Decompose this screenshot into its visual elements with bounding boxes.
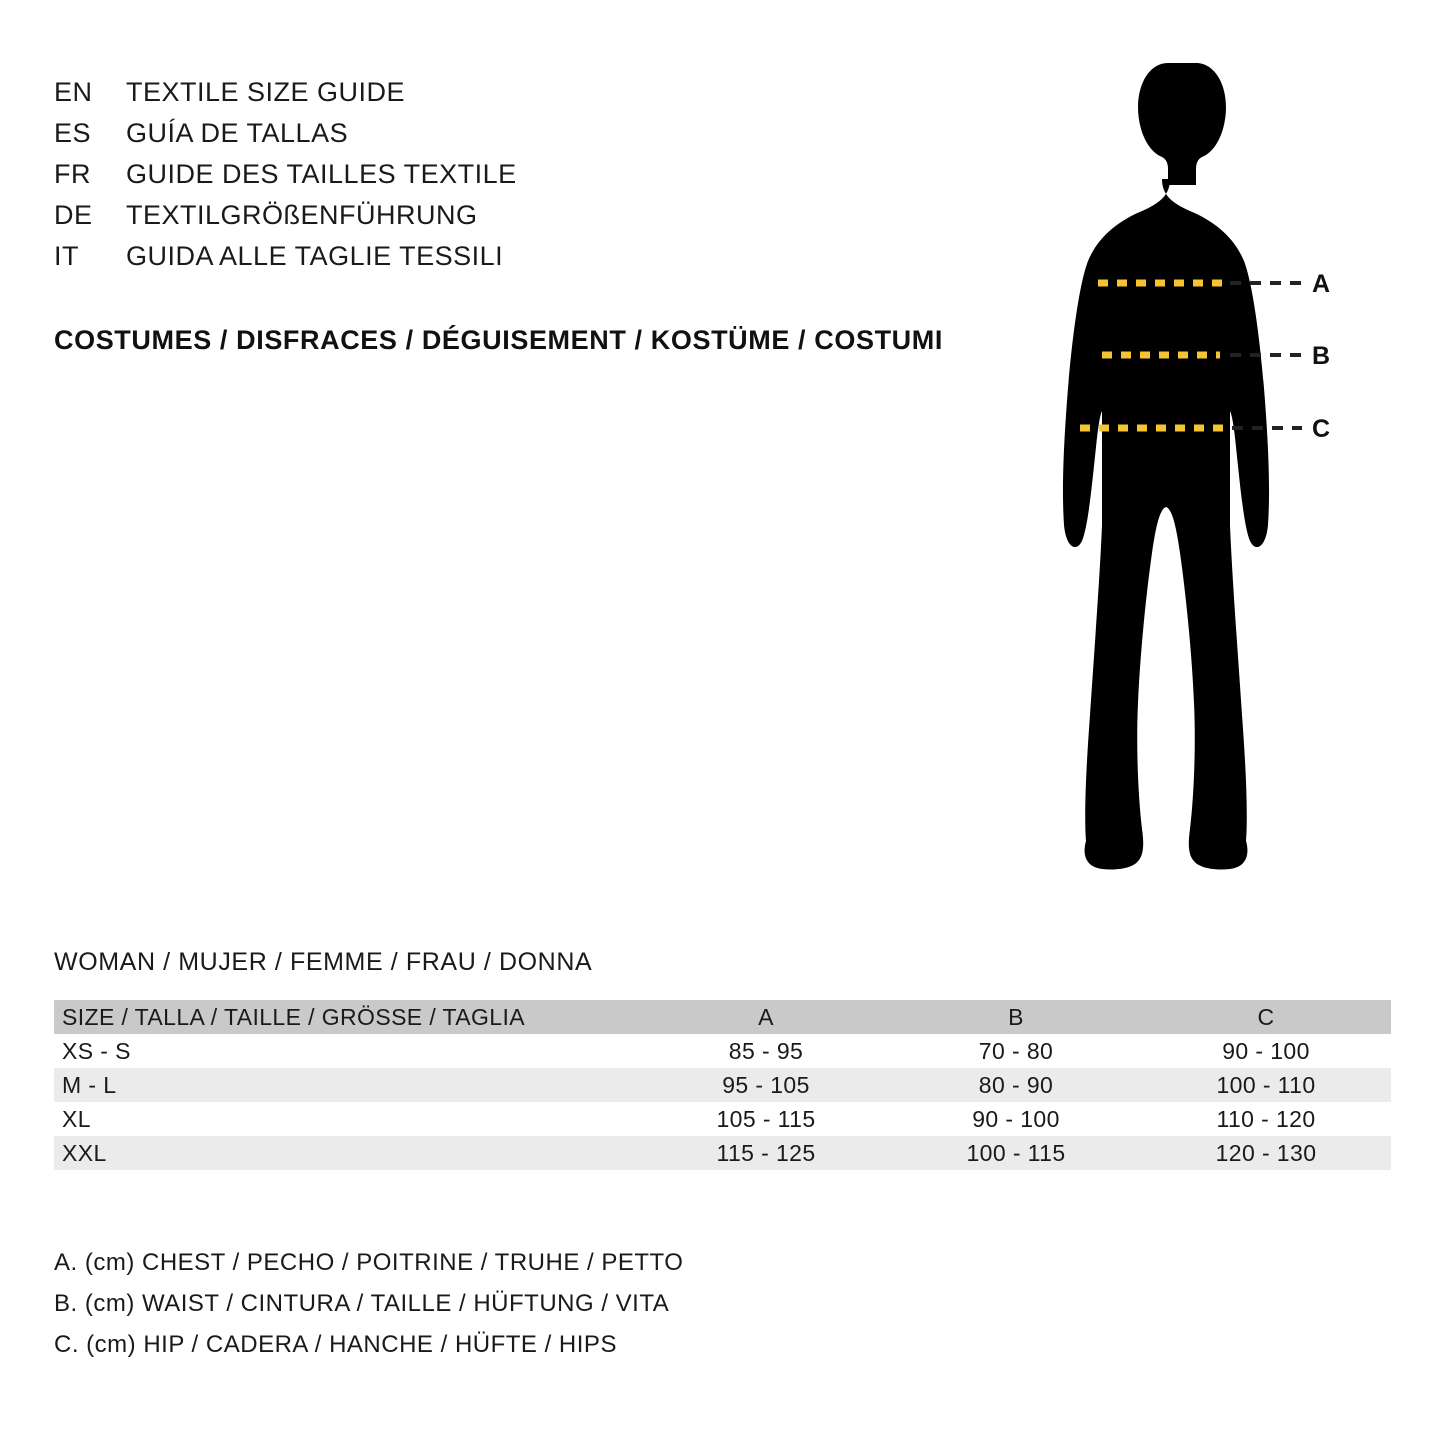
cell-c: 90 - 100 — [1222, 1037, 1310, 1064]
cell-c: 120 - 130 — [1215, 1139, 1317, 1166]
cell-size: M - L — [62, 1071, 117, 1098]
cell-a: 105 - 115 — [716, 1105, 816, 1132]
language-text: TEXTILE SIZE GUIDE — [126, 77, 406, 107]
cell-b: 80 - 90 — [978, 1071, 1054, 1098]
table-heading: WOMAN / MUJER / FEMME / FRAU / DONNA — [54, 948, 593, 976]
cell-c: 110 - 120 — [1216, 1105, 1316, 1132]
language-code: FR — [54, 159, 91, 189]
language-text: GUIDA ALLE TAGLIE TESSILI — [126, 241, 504, 271]
page-title: COSTUMES / DISFRACES / DÉGUISEMENT / KOSTÜME / COSTUMI — [54, 325, 943, 355]
language-row — [54, 154, 1014, 195]
language-row — [54, 195, 1014, 236]
woman-silhouette-icon — [1020, 55, 1400, 895]
cell-size: XXL — [62, 1139, 107, 1166]
language-text: TEXTILGRÖßENFÜHRUNG — [126, 200, 478, 230]
language-title-list — [54, 72, 1014, 277]
table-row — [54, 1034, 1391, 1068]
cell-c: 100 - 110 — [1216, 1071, 1316, 1098]
table-header-row — [54, 1000, 1391, 1034]
measurement-legend — [54, 1242, 1054, 1365]
cell-b: 100 - 115 — [966, 1139, 1066, 1166]
table-row — [54, 1068, 1391, 1102]
table-row — [54, 1136, 1391, 1170]
cell-a: 115 - 125 — [716, 1139, 816, 1166]
language-row — [54, 236, 1014, 277]
language-row — [54, 113, 1014, 154]
language-text: GUIDE DES TAILLES TEXTILE — [126, 159, 517, 189]
language-code: EN — [54, 77, 93, 107]
language-code: IT — [54, 241, 79, 271]
language-code: ES — [54, 118, 92, 148]
cell-a: 95 - 105 — [722, 1071, 810, 1098]
language-text: GUÍA DE TALLAS — [126, 118, 349, 148]
column-header-c: C — [1257, 1003, 1275, 1030]
language-code: DE — [54, 200, 93, 230]
figure-illustration — [1020, 55, 1400, 895]
measure-label-b: B — [1312, 342, 1331, 370]
cell-size: XL — [62, 1105, 91, 1132]
language-row — [54, 72, 1014, 113]
legend-line-c: C. (cm) HIP / CADERA / HANCHE / HÜFTE / HIPS — [54, 1331, 617, 1358]
table-row — [54, 1102, 1391, 1136]
legend-line-a: A. (cm) CHEST / PECHO / POITRINE / TRUHE / PETTO — [54, 1249, 684, 1276]
column-header-size: SIZE / TALLA / TAILLE / GRÖSSE / TAGLIA — [62, 1003, 525, 1030]
column-header-a: A — [758, 1003, 774, 1030]
size-table — [54, 1000, 1391, 1170]
legend-line-b: B. (cm) WAIST / CINTURA / TAILLE / HÜFTUNG / VITA — [54, 1290, 670, 1317]
cell-b: 90 - 100 — [972, 1105, 1060, 1132]
cell-a: 85 - 95 — [728, 1037, 804, 1064]
cell-size: XS - S — [62, 1037, 131, 1064]
measure-label-a: A — [1312, 270, 1331, 298]
column-header-b: B — [1008, 1003, 1024, 1030]
measure-label-c: C — [1312, 415, 1331, 443]
cell-b: 70 - 80 — [978, 1037, 1054, 1064]
